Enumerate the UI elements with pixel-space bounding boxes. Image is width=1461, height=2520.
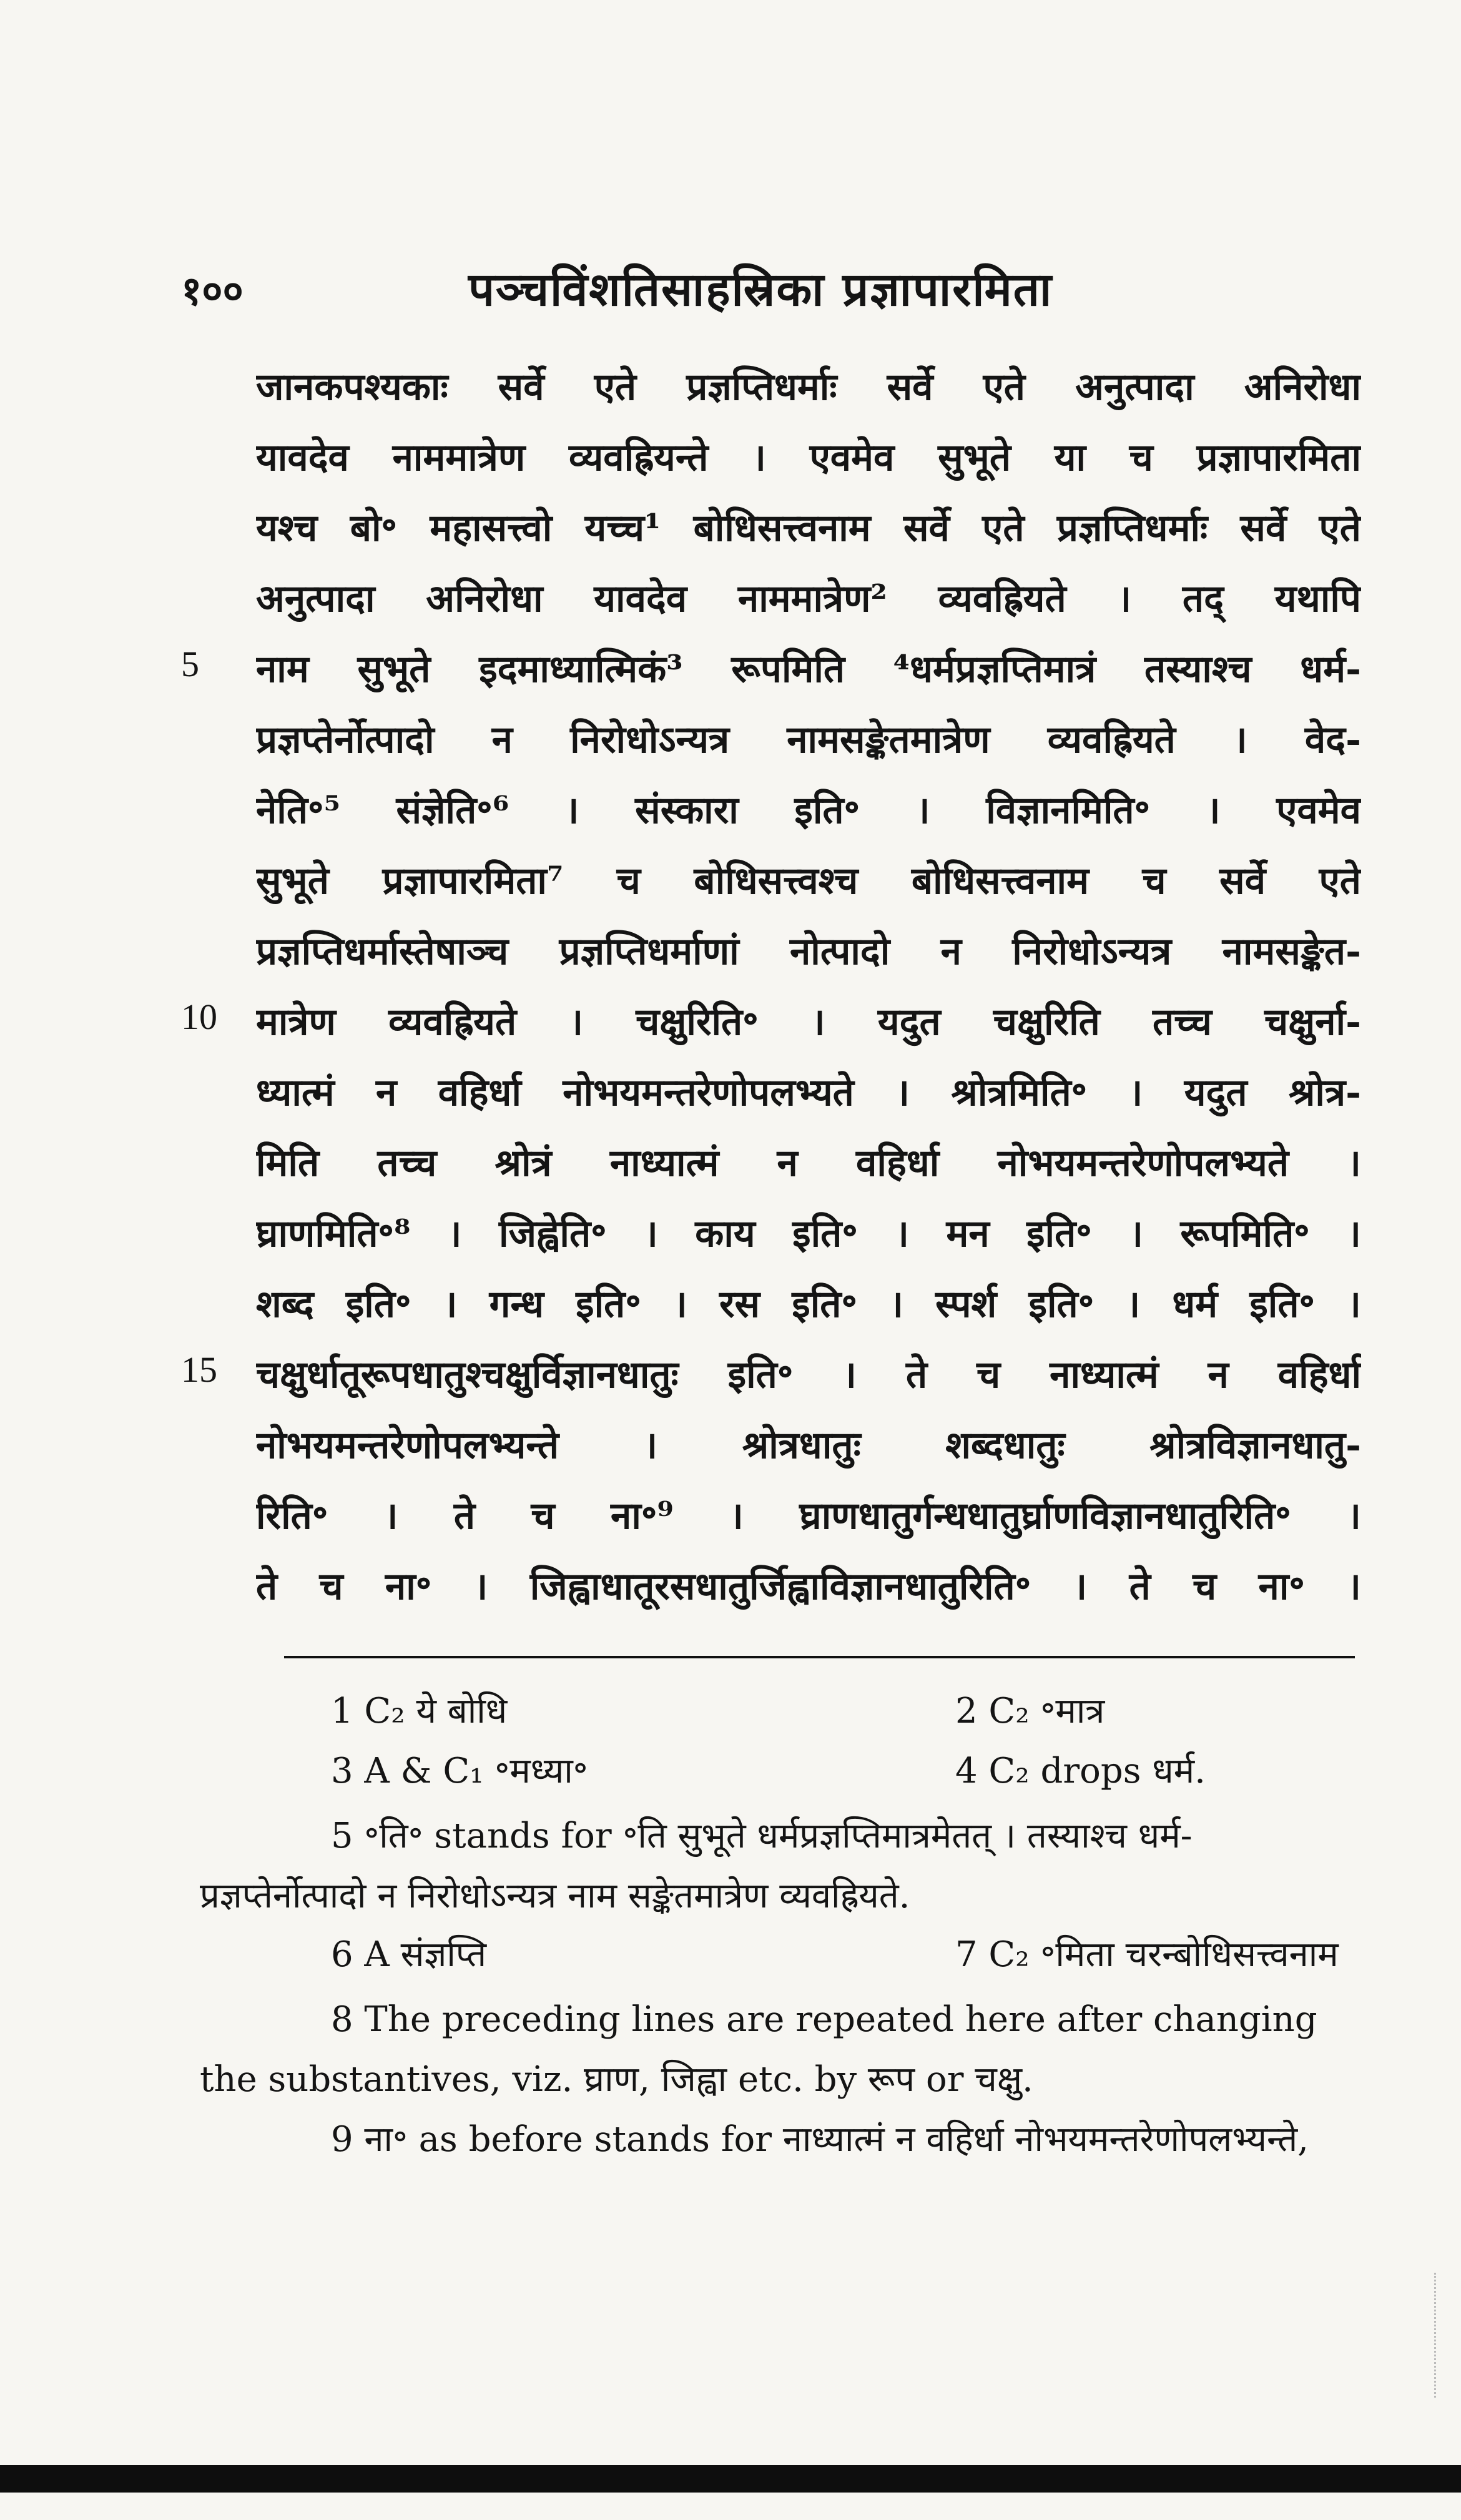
line-text: सुभूते प्रज्ञापारमिता⁷ च बोधिसत्त्वश्च बोधिसत्त्वनाम च सर्वे एते bbox=[256, 859, 1361, 903]
text-line bbox=[181, 779, 1361, 850]
text-line bbox=[181, 497, 1361, 568]
footnote-row bbox=[275, 1686, 1349, 1746]
text-line bbox=[181, 1485, 1361, 1555]
line-text: ध्यात्मं न वहिर्धा नोभयमन्तरेणोपलभ्यते । श्रोत्रमिति॰ । यदुत श्रोत्र- bbox=[256, 1071, 1361, 1115]
footnote-2: 2 C₂ ॰मात्र bbox=[955, 1691, 1105, 1731]
text-line bbox=[181, 850, 1361, 920]
footnote-5-continuation: प्रज्ञप्तेर्नोत्पादो न निरोधोऽन्यत्र नाम सङ्केतमात्रेण व्यवह्रियते. bbox=[200, 1876, 910, 1916]
line-text: प्रज्ञप्तिधर्मास्तेषाञ्च प्रज्ञप्तिधर्माणां नोत्पादो न निरोधोऽन्यत्र नामसङ्केत- bbox=[256, 930, 1361, 973]
page-corner-mark bbox=[1390, 2273, 1436, 2398]
line-text: नोभयमन्तरेणोपलभ्यन्ते । श्रोत्रधातुः शब्दधातुः श्रोत्रविज्ञानधातु- bbox=[256, 1424, 1361, 1467]
footnote-8-continuation: the substantives, viz. घ्राण, जिह्वा etc. by रूप or चक्षु. bbox=[200, 2059, 1033, 2100]
text-line bbox=[181, 1344, 1361, 1414]
text-line bbox=[181, 1132, 1361, 1203]
text-line bbox=[181, 1203, 1361, 1273]
line-text: अनुत्पादा अनिरोधा यावदेव नाममात्रेण² व्यवह्रियते । तद् यथापि bbox=[256, 577, 1361, 621]
text-line bbox=[181, 1061, 1361, 1132]
footnotes bbox=[200, 1686, 1349, 2173]
line-text: मिति तच्च श्रोत्रं नाध्यात्मं न वहिर्धा नोभयमन्तरेणोपलभ्यते । bbox=[256, 1141, 1361, 1185]
line-number: 15 bbox=[181, 1349, 217, 1390]
text-line bbox=[181, 638, 1361, 709]
footnote-row bbox=[275, 1746, 1349, 1806]
footnote-1: 1 C₂ ये बोधि bbox=[331, 1691, 508, 1731]
line-text: यश्च बो॰ महासत्त्वो यच्च¹ बोधिसत्त्वनाम सर्वे एते प्रज्ञप्तिधर्माः सर्वे एते bbox=[256, 506, 1361, 550]
line-number: 10 bbox=[181, 997, 217, 1037]
line-number: 5 bbox=[181, 644, 199, 684]
footnote-9: 9 ना॰ as before stands for नाध्यात्मं न वहिर्धा नोभयमन्तरेणोपलभ्यन्ते, bbox=[331, 2119, 1309, 2160]
line-text: घ्राणमिति॰⁸ । जिह्वेति॰ । काय इति॰ । मन इति॰ । रूपमिति॰ । bbox=[256, 1212, 1361, 1256]
scan-bottom-edge bbox=[0, 2465, 1461, 2493]
page-header bbox=[181, 256, 1349, 331]
running-title: पञ्चविंशतिसाहस्रिका प्रज्ञापारमिता bbox=[468, 263, 1053, 317]
text-line bbox=[181, 1414, 1361, 1485]
line-text: नाम सुभूते इदमाध्यात्मिकं³ रूपमिति ⁴धर्मप्रज्ञप्तिमात्रं तस्याश्च धर्म- bbox=[256, 647, 1361, 691]
text-line bbox=[181, 1273, 1361, 1344]
footnote-3: 3 A & C₁ ॰मध्या॰ bbox=[331, 1751, 588, 1791]
footnote-divider bbox=[284, 1656, 1355, 1658]
footnote-5: 5 ॰ति॰ stands for ॰ति सुभूते धर्मप्रज्ञप्तिमात्रमेतत् । तस्याश्च धर्म- bbox=[331, 1816, 1193, 1856]
text-line bbox=[181, 709, 1361, 779]
footnote-6: 6 A संज्ञप्ति bbox=[331, 1934, 487, 1975]
text-line bbox=[181, 991, 1361, 1061]
line-text: ते च ना॰ । जिह्वाधातूरसधातुर्जिह्वाविज्ञानधातुरिति॰ । ते च ना॰ । bbox=[256, 1565, 1361, 1608]
line-text: जानकपश्यकाः सर्वे एते प्रज्ञप्तिधर्माः सर्वे एते अनुत्पादा अनिरोधा bbox=[256, 365, 1361, 409]
text-line bbox=[181, 356, 1361, 426]
footnote-row bbox=[275, 1929, 1349, 1989]
text-line bbox=[181, 920, 1361, 991]
line-text: मात्रेण व्यवह्रियते । चक्षुरिति॰ । यदुत चक्षुरिति तच्च चक्षुर्ना- bbox=[256, 1000, 1361, 1044]
main-text bbox=[181, 356, 1361, 1626]
text-line bbox=[181, 1555, 1361, 1626]
line-text: रिति॰ । ते च ना॰⁹ । घ्राणधातुर्गन्धधातुर्घ्राणविज्ञानधातुरिति॰ । bbox=[256, 1494, 1361, 1538]
page-number: १०० bbox=[181, 268, 244, 315]
footnote-7: 7 C₂ ॰मिता चरन्बोधिसत्त्वनाम bbox=[955, 1934, 1339, 1975]
line-text: चक्षुर्धातूरूपधातुश्चक्षुर्विज्ञानधातुः इति॰ । ते च नाध्यात्मं न वहिर्धा bbox=[256, 1353, 1361, 1397]
line-text: नेति॰⁵ संज्ञेति॰⁶ । संस्कारा इति॰ । विज्ञानमिति॰ । एवमेव bbox=[256, 789, 1361, 832]
line-text: यावदेव नाममात्रेण व्यवह्रियन्ते । एवमेव सुभूते या च प्रज्ञापारमिता bbox=[256, 436, 1361, 480]
line-text: प्रज्ञप्तेर्नोत्पादो न निरोधोऽन्यत्र नामसङ्केतमात्रेण व्यवह्रियते । वेद- bbox=[256, 718, 1361, 762]
line-text: शब्द इति॰ । गन्ध इति॰ । रस इति॰ । स्पर्श इति॰ । धर्म इति॰ । bbox=[256, 1282, 1361, 1326]
text-line bbox=[181, 426, 1361, 497]
footnote-4: 4 C₂ drops धर्म. bbox=[955, 1751, 1206, 1791]
text-line bbox=[181, 568, 1361, 638]
footnote-8: 8 The preceding lines are repeated here after changing bbox=[331, 1999, 1317, 2040]
